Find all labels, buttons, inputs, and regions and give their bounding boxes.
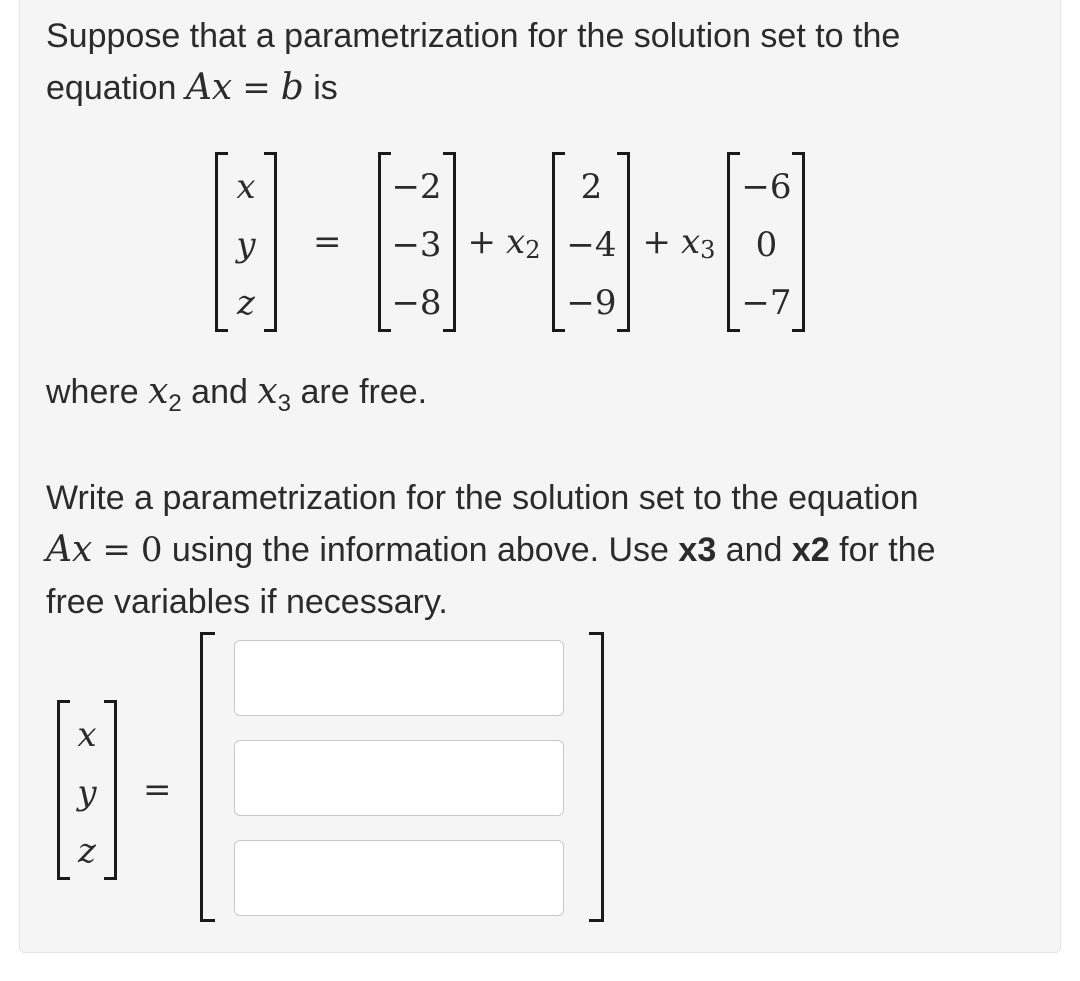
question-text: Write a parametrization for the solution set to the equation Ax = 0 using the information above. Use x3 and x2 for the free variables if necessary. xyxy=(46,479,936,621)
var-x: x xyxy=(236,167,256,207)
direction-vector-1 xyxy=(552,152,630,332)
particular-vector xyxy=(378,152,456,332)
equation-ax-0: Ax xyxy=(46,529,93,570)
answer-variable-vector xyxy=(57,700,117,880)
direction-vector-2 xyxy=(727,152,805,332)
var-y: y xyxy=(236,225,256,265)
particular-entry: −8 xyxy=(391,283,442,323)
vector1-entry: 2 xyxy=(580,167,603,207)
x3-label: x3 xyxy=(678,531,717,569)
coefficient-x3: + x 3 xyxy=(642,222,716,264)
answer-matrix xyxy=(200,632,604,922)
equals-sign-matrix: = xyxy=(313,222,342,262)
coefficient-x2: + x 2 xyxy=(467,222,541,264)
var-z: z xyxy=(237,283,255,323)
free-variables-note: where $x_2$ and $x_3$ are free. xyxy=(46,371,428,417)
vector2-entry: −7 xyxy=(741,283,792,323)
equals-sign: = xyxy=(242,68,271,108)
given-parametrization xyxy=(215,152,805,332)
problem-intro xyxy=(46,10,1036,114)
b-symbol: b xyxy=(280,67,304,108)
vector1-entry: −9 xyxy=(566,283,617,323)
particular-entry: −2 xyxy=(391,167,442,207)
answer-lhs xyxy=(57,700,198,880)
question-line-1: Write a parametrization for the solution set to the equation xyxy=(46,479,919,517)
answer-input-z[interactable] xyxy=(234,840,564,916)
vector2-entry: 0 xyxy=(755,225,778,265)
intro-line-2-suffix: is xyxy=(303,69,338,107)
question-card xyxy=(19,0,1061,953)
variable-vector xyxy=(215,152,277,332)
answer-var-y: y xyxy=(77,773,97,813)
particular-entry: −3 xyxy=(391,225,442,265)
vector2-entry: −6 xyxy=(741,167,792,207)
equation-ax-b: Ax xyxy=(185,67,233,108)
x2-label: x2 xyxy=(791,531,830,569)
answer-var-x: x xyxy=(77,715,97,755)
answer-input-x[interactable] xyxy=(234,640,564,716)
answer-input-y[interactable] xyxy=(234,740,564,816)
question-line-3: free variables if necessary. xyxy=(46,583,448,621)
intro-line-1: Suppose that a parametrization for the solution set to the xyxy=(46,17,901,55)
answer-equals-sign: = xyxy=(143,770,172,810)
intro-line-2-prefix: equation xyxy=(46,69,177,107)
vector1-entry: −4 xyxy=(566,225,617,265)
answer-var-z: z xyxy=(78,831,96,871)
